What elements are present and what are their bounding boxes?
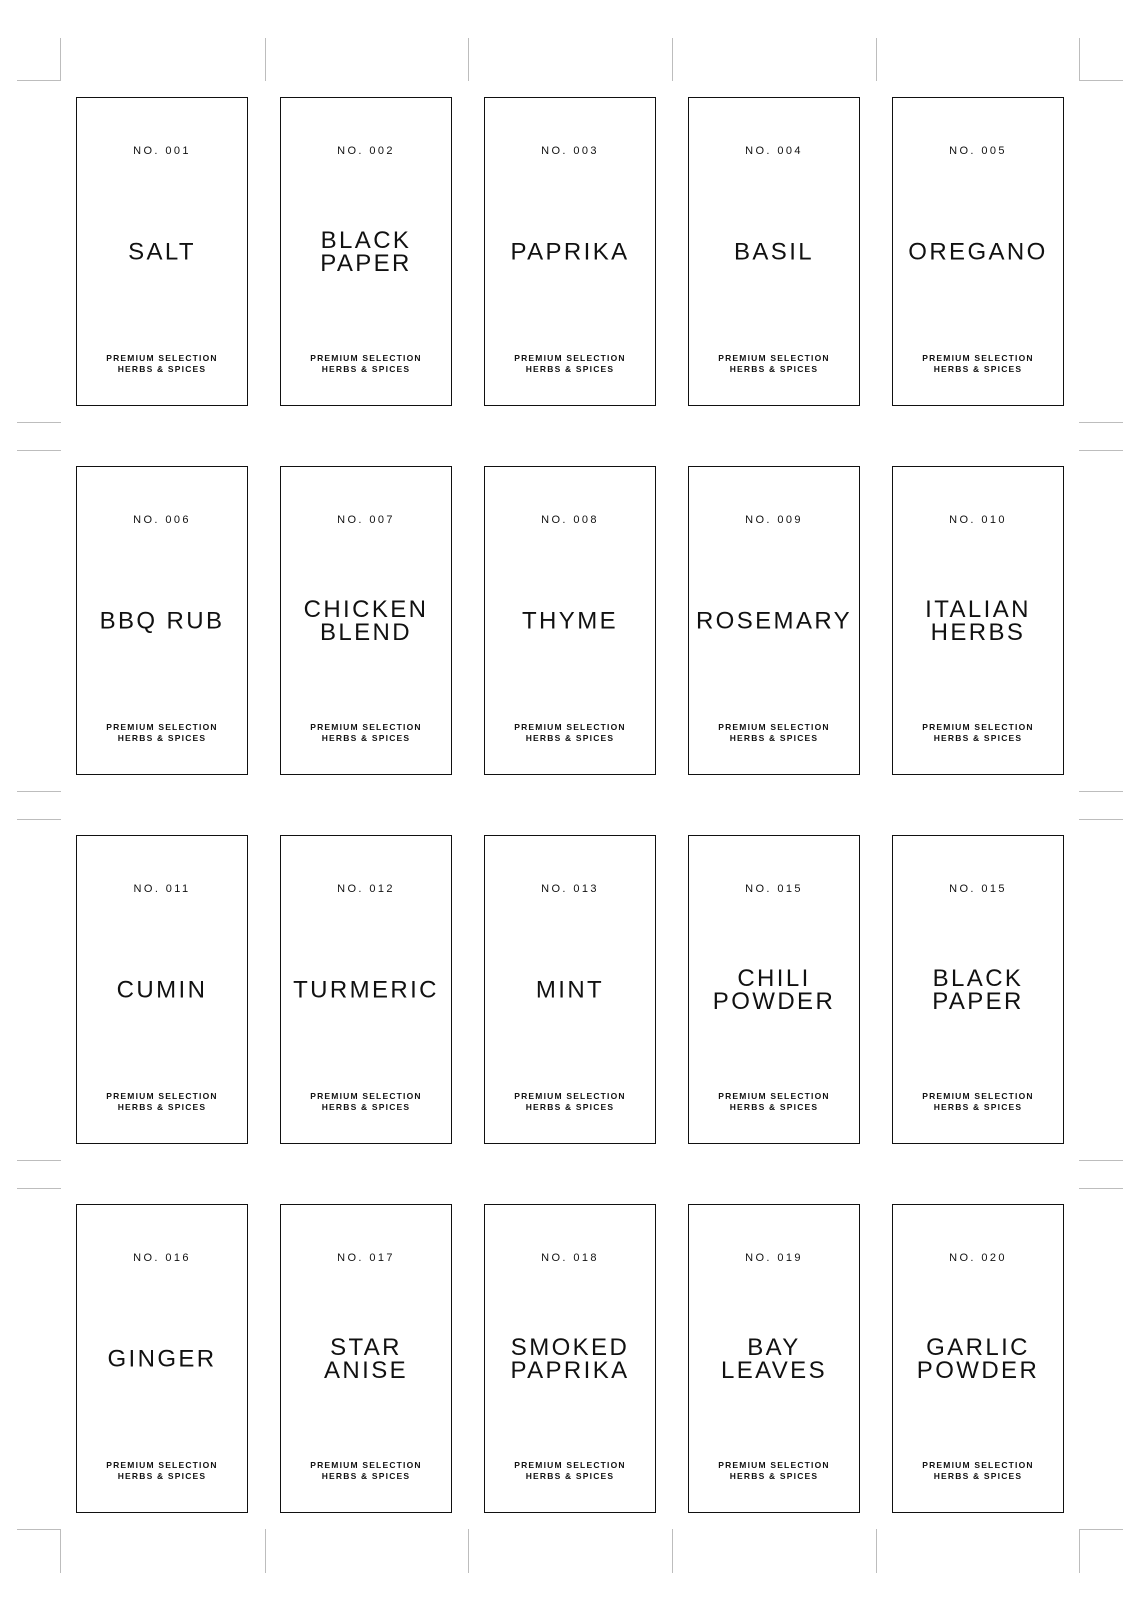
spice-label	[280, 1204, 452, 1513]
label-footer	[281, 353, 451, 374]
label-category: HERBS & SPICES	[525, 732, 615, 743]
label-tagline: PREMIUM SELECTION	[310, 1460, 422, 1470]
label-category: HERBS & SPICES	[117, 363, 207, 374]
spice-label	[892, 466, 1064, 775]
label-category: HERBS & SPICES	[933, 363, 1023, 374]
spice-label	[76, 1204, 248, 1513]
label-spice-name: CHICKEN BLEND	[303, 596, 429, 646]
label-number: NO. 011	[133, 883, 191, 895]
crop-mark	[17, 819, 61, 820]
label-number: NO. 013	[541, 883, 599, 895]
crop-mark	[265, 1529, 266, 1573]
label-spice-name: STAR ANISE	[323, 1334, 409, 1384]
label-number: NO. 010	[949, 514, 1007, 526]
label-spice-name: THYME	[522, 607, 618, 635]
label-spice-name: BLACK PAPER	[932, 965, 1024, 1015]
label-category: HERBS & SPICES	[729, 1470, 819, 1481]
label-category: HERBS & SPICES	[321, 1101, 411, 1112]
crop-mark	[17, 1188, 61, 1189]
label-category: HERBS & SPICES	[525, 363, 615, 374]
crop-mark	[1079, 1160, 1123, 1161]
spice-label	[688, 97, 860, 406]
label-category: HERBS & SPICES	[729, 732, 819, 743]
label-spice-name: BASIL	[733, 238, 815, 266]
label-number: NO. 015	[949, 883, 1007, 895]
label-sheet	[76, 97, 1064, 1513]
label-number: NO. 004	[745, 145, 803, 157]
crop-mark	[672, 1529, 673, 1573]
label-category: HERBS & SPICES	[933, 1470, 1023, 1481]
label-footer	[281, 1091, 451, 1112]
label-spice-name: GINGER	[107, 1345, 217, 1373]
spice-label	[76, 835, 248, 1144]
label-footer	[77, 353, 247, 374]
label-category: HERBS & SPICES	[729, 1101, 819, 1112]
crop-mark	[468, 38, 469, 81]
label-footer	[485, 1091, 655, 1112]
crop-mark	[468, 1529, 469, 1573]
label-tagline: PREMIUM SELECTION	[310, 353, 422, 363]
crop-mark	[17, 80, 61, 81]
spice-label	[76, 97, 248, 406]
label-category: HERBS & SPICES	[117, 732, 207, 743]
spice-label	[892, 1204, 1064, 1513]
crop-mark	[17, 1529, 61, 1530]
spice-label	[892, 97, 1064, 406]
label-tagline: PREMIUM SELECTION	[106, 1091, 218, 1101]
label-tagline: PREMIUM SELECTION	[718, 1460, 830, 1470]
label-category: HERBS & SPICES	[321, 732, 411, 743]
label-tagline: PREMIUM SELECTION	[310, 722, 422, 732]
label-number: NO. 018	[541, 1252, 599, 1264]
label-footer	[893, 722, 1063, 743]
spice-label	[280, 466, 452, 775]
spice-label	[688, 1204, 860, 1513]
label-spice-name: ITALIAN HERBS	[925, 596, 1031, 646]
label-footer	[485, 722, 655, 743]
spice-label	[688, 466, 860, 775]
label-spice-name: GARLIC POWDER	[916, 1334, 1040, 1384]
spice-label	[280, 835, 452, 1144]
crop-mark	[265, 38, 266, 81]
crop-mark	[1079, 1529, 1080, 1573]
spice-label	[280, 97, 452, 406]
spice-label	[76, 466, 248, 775]
label-number: NO. 017	[337, 1252, 395, 1264]
label-footer	[485, 353, 655, 374]
label-category: HERBS & SPICES	[321, 363, 411, 374]
label-tagline: PREMIUM SELECTION	[718, 353, 830, 363]
spice-label	[484, 1204, 656, 1513]
label-number: NO. 002	[337, 145, 395, 157]
label-footer	[281, 722, 451, 743]
label-footer	[689, 353, 859, 374]
label-spice-name: ROSEMARY	[695, 607, 853, 635]
label-number: NO. 005	[949, 145, 1007, 157]
crop-mark	[60, 38, 61, 81]
label-tagline: PREMIUM SELECTION	[514, 1091, 626, 1101]
label-footer	[281, 1460, 451, 1481]
label-footer	[689, 1091, 859, 1112]
label-spice-name: SMOKED PAPRIKA	[510, 1334, 630, 1384]
label-number: NO. 008	[541, 514, 599, 526]
label-number: NO. 020	[949, 1252, 1007, 1264]
label-tagline: PREMIUM SELECTION	[514, 722, 626, 732]
crop-mark	[1079, 38, 1080, 81]
label-category: HERBS & SPICES	[525, 1101, 615, 1112]
label-number: NO. 015	[745, 883, 803, 895]
label-tagline: PREMIUM SELECTION	[514, 353, 626, 363]
crop-mark	[60, 1529, 61, 1573]
label-tagline: PREMIUM SELECTION	[106, 1460, 218, 1470]
crop-mark	[17, 791, 61, 792]
spice-label	[484, 466, 656, 775]
label-spice-name: TURMERIC	[293, 976, 439, 1004]
label-footer	[485, 1460, 655, 1481]
label-spice-name: PAPRIKA	[510, 238, 630, 266]
crop-mark	[17, 1160, 61, 1161]
label-spice-name: CUMIN	[116, 976, 208, 1004]
label-tagline: PREMIUM SELECTION	[922, 353, 1034, 363]
label-footer	[893, 1460, 1063, 1481]
crop-mark	[1079, 819, 1123, 820]
label-spice-name: MINT	[535, 976, 605, 1004]
crop-mark	[672, 38, 673, 81]
spice-label	[484, 835, 656, 1144]
label-tagline: PREMIUM SELECTION	[106, 353, 218, 363]
label-footer	[893, 1091, 1063, 1112]
label-number: NO. 007	[337, 514, 395, 526]
label-number: NO. 019	[745, 1252, 803, 1264]
label-number: NO. 003	[541, 145, 599, 157]
label-footer	[893, 353, 1063, 374]
label-footer	[77, 722, 247, 743]
spice-label	[484, 97, 656, 406]
label-spice-name: OREGANO	[908, 238, 1048, 266]
spice-label	[688, 835, 860, 1144]
label-number: NO. 012	[337, 883, 395, 895]
label-tagline: PREMIUM SELECTION	[922, 722, 1034, 732]
label-tagline: PREMIUM SELECTION	[310, 1091, 422, 1101]
spice-label	[892, 835, 1064, 1144]
label-footer	[689, 1460, 859, 1481]
label-number: NO. 016	[133, 1252, 191, 1264]
label-category: HERBS & SPICES	[729, 363, 819, 374]
label-category: HERBS & SPICES	[117, 1470, 207, 1481]
label-footer	[689, 722, 859, 743]
label-number: NO. 001	[133, 145, 191, 157]
label-tagline: PREMIUM SELECTION	[718, 722, 830, 732]
label-number: NO. 006	[133, 514, 191, 526]
label-spice-name: CHILI POWDER	[712, 965, 836, 1015]
crop-mark	[1079, 1529, 1123, 1530]
label-spice-name: BBQ RUB	[99, 607, 225, 635]
crop-mark	[876, 38, 877, 81]
crop-mark	[1079, 450, 1123, 451]
crop-mark	[1079, 422, 1123, 423]
label-tagline: PREMIUM SELECTION	[922, 1460, 1034, 1470]
label-spice-name: SALT	[128, 238, 196, 266]
crop-mark	[1079, 791, 1123, 792]
label-spice-name: BLACK PAPER	[320, 227, 412, 277]
crop-mark	[1079, 80, 1123, 81]
label-category: HERBS & SPICES	[933, 732, 1023, 743]
crop-mark	[17, 450, 61, 451]
label-category: HERBS & SPICES	[117, 1101, 207, 1112]
crop-mark	[1079, 1188, 1123, 1189]
label-category: HERBS & SPICES	[933, 1101, 1023, 1112]
label-footer	[77, 1460, 247, 1481]
label-footer	[77, 1091, 247, 1112]
label-category: HERBS & SPICES	[525, 1470, 615, 1481]
label-spice-name: BAY LEAVES	[720, 1334, 827, 1384]
label-number: NO. 009	[745, 514, 803, 526]
crop-mark	[17, 422, 61, 423]
label-tagline: PREMIUM SELECTION	[922, 1091, 1034, 1101]
label-tagline: PREMIUM SELECTION	[106, 722, 218, 732]
label-tagline: PREMIUM SELECTION	[718, 1091, 830, 1101]
label-category: HERBS & SPICES	[321, 1470, 411, 1481]
crop-mark	[876, 1529, 877, 1573]
label-tagline: PREMIUM SELECTION	[514, 1460, 626, 1470]
